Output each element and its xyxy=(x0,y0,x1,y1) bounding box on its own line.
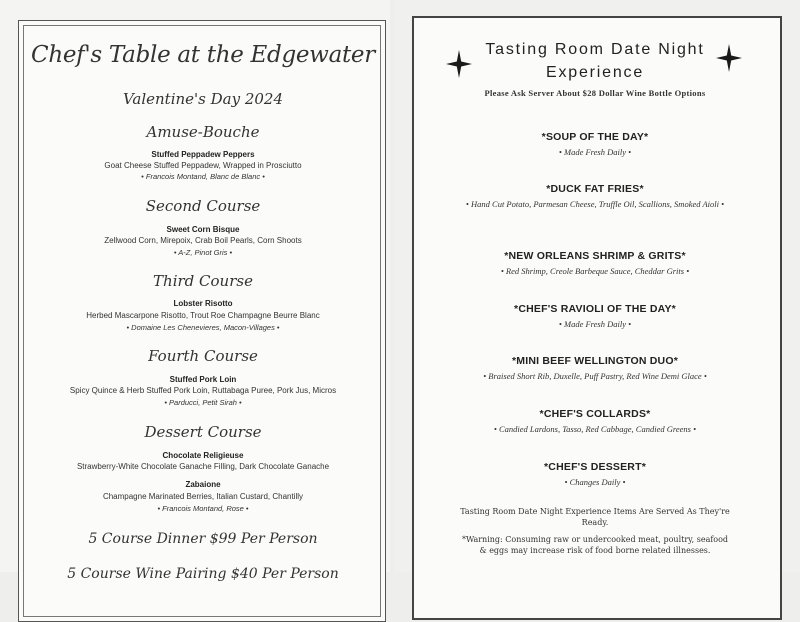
dish-description: Champagne Marinated Berries, Italian Custard, Chantilly xyxy=(102,492,304,501)
tasting-title-line1: Tasting Room Date Night xyxy=(485,41,705,58)
course-heading: Amuse-Bouche xyxy=(146,123,260,141)
menu-title: Chef's Table at the Edgewater xyxy=(31,42,375,68)
menu-item-description: • Hand Cut Potato, Parmesan Cheese, Truffle Oil, Scallions, Smoked Aioli • xyxy=(465,199,725,209)
course-heading: Second Course xyxy=(145,197,261,215)
dish-name: Stuffed Peppadew Peppers xyxy=(151,150,255,159)
dish-description: Herbed Mascarpone Risotto, Trout Roe Champagne Beurre Blanc xyxy=(86,311,320,320)
wine-pairing: • Francois Montand, Rose • xyxy=(157,504,249,513)
menu-item-description: • Braised Short Rib, Duxelle, Puff Pastry, Red Wine Demi Glace • xyxy=(483,371,707,381)
wine-bottle-note: Please Ask Server About $28 Dollar Wine Bottle Options xyxy=(484,88,706,98)
tasting-title-line2: Experience xyxy=(545,64,645,81)
dish-name: Chocolate Religieuse xyxy=(162,451,244,460)
food-safety-warning: *Warning: Consuming raw or undercooked meat, poultry, seafood & eggs may increase risk of food borne related illnesses. xyxy=(461,535,729,555)
served-note: Tasting Room Date Night Experience Items Are Served As They're Ready. xyxy=(460,507,730,527)
date-night-menu-card xyxy=(412,16,782,620)
dish-name: Lobster Risotto xyxy=(173,299,233,308)
wine-pairing: • Parducci, Petit Sirah • xyxy=(164,398,242,407)
dish-description: Zellwood Corn, Mirepoix, Crab Boil Pearls, Corn Shoots xyxy=(104,236,302,245)
dish-name: Stuffed Pork Loin xyxy=(169,375,237,384)
course-heading: Third Course xyxy=(153,272,253,290)
menu-item-name: *SOUP OF THE DAY* xyxy=(541,131,649,143)
menu-item-description: • Made Fresh Daily • xyxy=(558,319,632,329)
right-page xyxy=(394,0,800,572)
menu-item-name: *DUCK FAT FRIES* xyxy=(546,183,644,195)
dish-description: Goat Cheese Stuffed Peppadew, Wrapped in Prosciutto xyxy=(104,161,302,170)
menu-item-description: • Made Fresh Daily • xyxy=(558,147,632,157)
menu-item-name: *CHEF'S COLLARDS* xyxy=(539,408,651,420)
menu-item-description: • Changes Daily • xyxy=(564,477,626,487)
wine-pairing-price: 5 Course Wine Pairing $40 Per Person xyxy=(67,566,339,582)
left-page xyxy=(0,0,390,582)
menu-item-description: • Red Shrimp, Creole Barbeque Sauce, Cheddar Grits • xyxy=(500,266,690,276)
menu-item-name: *NEW ORLEANS SHRIMP & GRITS* xyxy=(504,250,686,262)
dish-name: Sweet Corn Bisque xyxy=(166,225,240,234)
wine-pairing: • Domaine Les Chenevieres, Macon-Villages • xyxy=(126,323,280,332)
course-heading: Dessert Course xyxy=(144,423,262,441)
valentines-menu-card xyxy=(18,20,386,622)
wine-pairing: • A-Z, Pinot Gris • xyxy=(173,248,233,257)
dish-description: Strawberry-White Chocolate Ganache Filling, Dark Chocolate Ganache xyxy=(76,462,330,471)
menu-item-name: *MINI BEEF WELLINGTON DUO* xyxy=(511,355,678,367)
dinner-price: 5 Course Dinner $99 Per Person xyxy=(88,531,318,547)
dish-description: Spicy Quince & Herb Stuffed Pork Loin, Ruttabaga Puree, Pork Jus, Micros xyxy=(69,386,337,395)
menu-item-name: *CHEF'S DESSERT* xyxy=(544,461,646,473)
menu-item-description: • Candied Lardons, Tasso, Red Cabbage, Candied Greens • xyxy=(493,424,697,434)
wine-pairing: • Francois Montand, Blanc de Blanc • xyxy=(141,172,265,181)
menu-subtitle: Valentine's Day 2024 xyxy=(122,90,284,108)
dish-name: Zabaione xyxy=(185,480,221,489)
menu-item-name: *CHEF'S RAVIOLI OF THE DAY* xyxy=(514,303,676,315)
menu-inner-border xyxy=(23,25,381,617)
course-heading: Fourth Course xyxy=(148,347,258,365)
